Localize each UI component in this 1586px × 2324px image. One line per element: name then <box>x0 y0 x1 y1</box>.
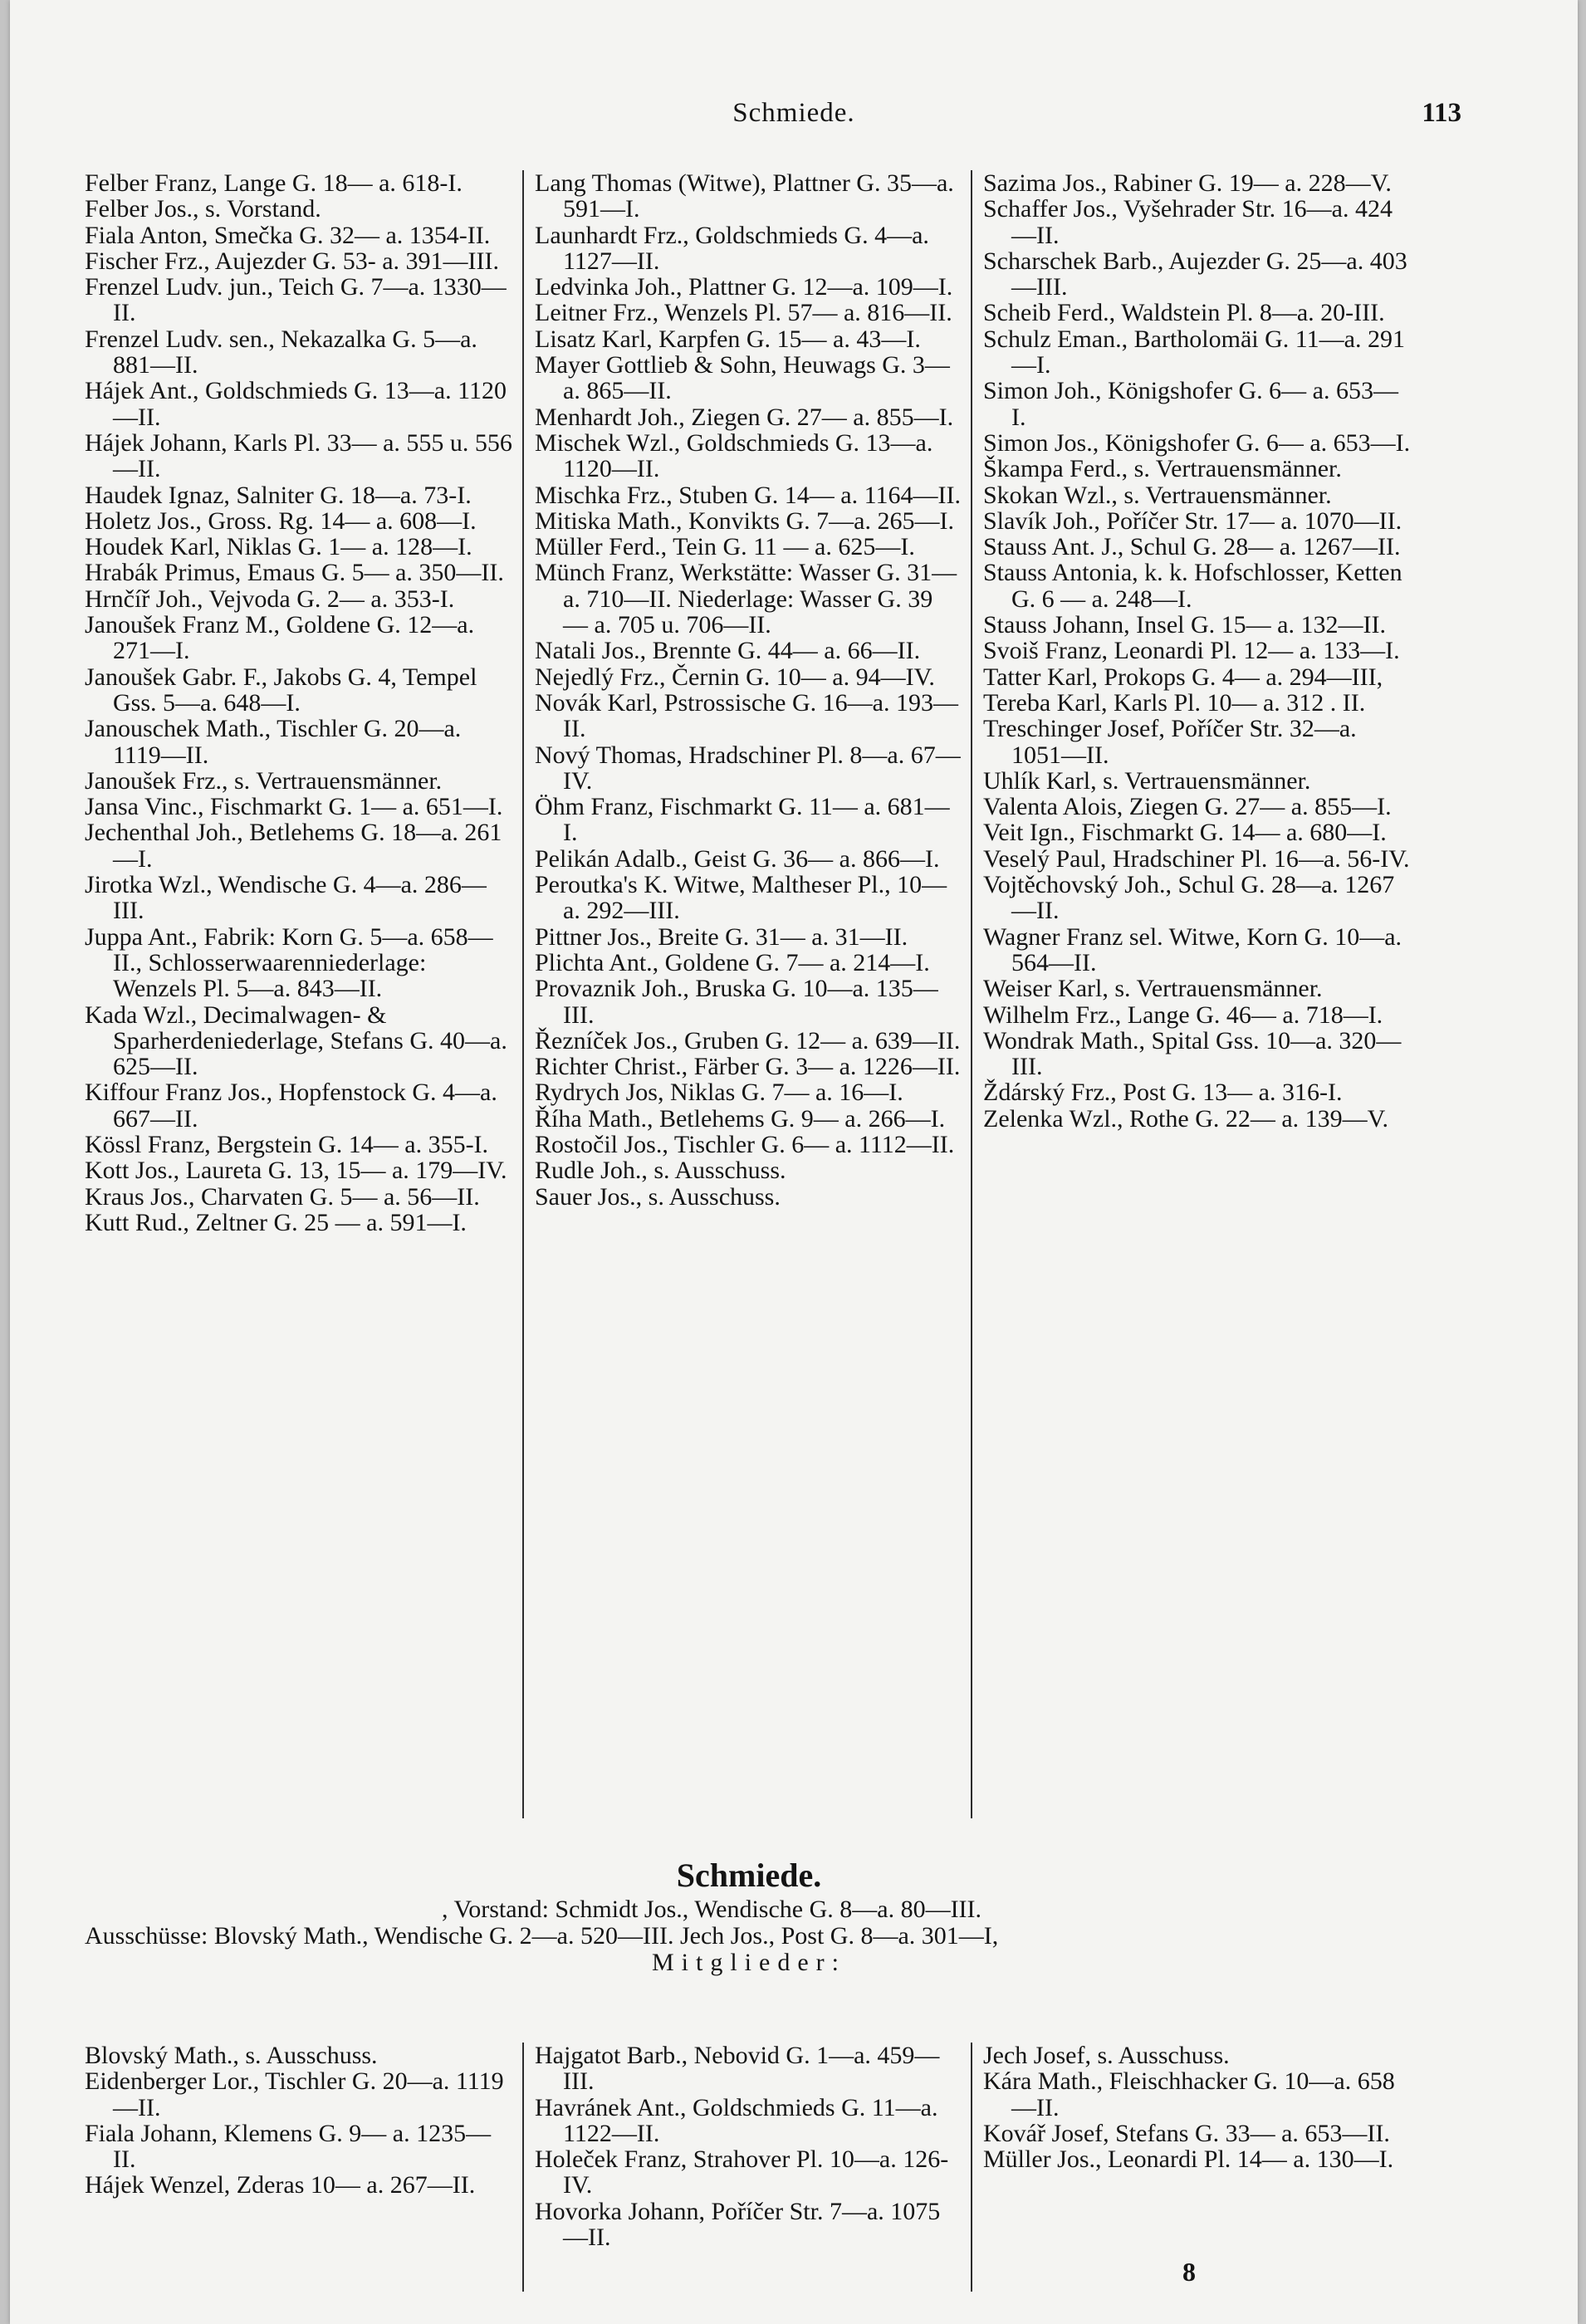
directory-entry: Rydrych Jos, Niklas G. 7— a. 16—I. <box>535 1079 903 1107</box>
directory-entry: Felber Franz, Lange G. 18— a. 618-I. <box>85 170 463 197</box>
directory-entry: Veselý Paul, Hradschiner Pl. 16—a. 56-IV. <box>983 844 1410 873</box>
directory-entry: Hájek Wenzel, Zderas 10— a. 267—II. <box>85 2171 476 2199</box>
directory-entry: Nový Thomas, Hradschiner Pl. 8—a. 67—IV. <box>535 741 961 795</box>
directory-entry: Jechenthal Joh., Betlehems G. 18—a. 261—I. <box>85 819 502 873</box>
directory-entry: Wagner Franz sel. Witwe, Korn G. 10—a. 564—II. <box>983 922 1402 976</box>
directory-entry: Eidenberger Lor., Tischler G. 20—a. 1119—II. <box>85 2067 504 2121</box>
directory-entry: Scharschek Barb., Aujezder G. 25—a. 403—III. <box>983 247 1407 301</box>
directory-entry: Blovský Math., s. Ausschuss. <box>85 2043 378 2069</box>
directory-entry: Pelikán Adalb., Geist G. 36— a. 866—I. <box>535 844 940 873</box>
directory-entry: Kovář Josef, Stefans G. 33— a. 653—II. <box>983 2119 1390 2147</box>
directory-entry: Juppa Ant., Fabrik: Korn G. 5—a. 658—II., Schlosserwaarenniederlage: Wenzels Pl. 5—a. 843—II. <box>85 922 493 1003</box>
directory-entry: Novák Karl, Pstrossische G. 16—a. 193—II. <box>535 688 958 743</box>
directory-entry: Skokan Wzl., s. Vertrauensmänner. <box>983 481 1332 509</box>
directory-entry: Hrnčíř Joh., Vejvoda G. 2— a. 353-I. <box>85 585 455 613</box>
directory-entry: Hájek Ant., Goldschmieds G. 13—a. 1120—II. <box>85 377 507 431</box>
directory-entry: Wondrak Math., Spital Gss. 10—a. 320—III. <box>983 1026 1402 1081</box>
directory-entry: Rostočil Jos., Tischler G. 6— a. 1112—II. <box>535 1130 955 1158</box>
page-header <box>10 98 1578 131</box>
directory-entry: Fischer Frz., Aujezder G. 53- a. 391—III. <box>85 247 500 275</box>
directory-entry: Öhm Franz, Fischmarkt G. 11— a. 681—I. <box>535 793 950 847</box>
lower-column-3 <box>983 2043 1411 2292</box>
section-title: Schmiede. <box>676 1857 822 1894</box>
vorstand-line: , Vorstand: Schmidt Jos., Wendische G. 8—a. 80—III. <box>442 1896 982 1923</box>
directory-entry: Frenzel Ludv. jun., Teich G. 7—a. 1330—II. <box>85 273 507 327</box>
directory-entry: Janoušek Gabr. F., Jakobs G. 4, Tempel Gss. 5—a. 648—I. <box>85 663 477 717</box>
directory-entry: Veit Ign., Fischmarkt G. 14— a. 680—I. <box>983 819 1387 847</box>
mitglieder-label: Mitglieder: <box>652 1949 846 1976</box>
directory-entry: Janoušek Frz., s. Vertrauensmänner. <box>85 766 443 795</box>
directory-entry: Kössl Franz, Bergstein G. 14— a. 355-I. <box>85 1130 489 1158</box>
directory-entry: Pittner Jos., Breite G. 31— a. 31—II. <box>535 922 908 951</box>
directory-entry: Zelenka Wzl., Rothe G. 22— a. 139—V. <box>983 1104 1388 1133</box>
directory-entry: Kutt Rud., Zeltner G. 25 — a. 591—I. <box>85 1208 467 1236</box>
directory-entry: Stauss Johann, Insel G. 15— a. 132—II. <box>983 611 1386 639</box>
column-divider <box>971 170 972 1818</box>
directory-entry: Škampa Ferd., s. Vertrauensmänner. <box>983 455 1342 483</box>
directory-entry: Sazima Jos., Rabiner G. 19— a. 228—V. <box>983 170 1392 197</box>
directory-entry: Mischka Frz., Stuben G. 14— a. 1164—II. <box>535 481 961 509</box>
schmiede-section-header <box>85 1856 1413 1976</box>
directory-entry: Jansa Vinc., Fischmarkt G. 1— a. 651—I. <box>85 793 503 821</box>
directory-entry: Řezníček Jos., Gruben G. 12— a. 639—II. <box>535 1026 961 1054</box>
lower-column-1 <box>85 2043 512 2292</box>
directory-entry: Hrabák Primus, Emaus G. 5— a. 350—II. <box>85 559 504 587</box>
directory-entry: Lang Thomas (Witwe), Plattner G. 35—a. 591—I. <box>535 170 954 223</box>
directory-entry: Hovorka Johann, Poříčer Str. 7—a. 1075—II. <box>535 2197 941 2252</box>
directory-entry: Provaznik Joh., Bruska G. 10—a. 135—III. <box>535 975 938 1029</box>
directory-entry: Ždárský Frz., Post G. 13— a. 316-I. <box>983 1079 1343 1107</box>
directory-entry: Simon Jos., Königshofer G. 6— a. 653—I. <box>983 428 1411 457</box>
directory-entry: Fiala Anton, Smečka G. 32— a. 1354-II. <box>85 221 491 249</box>
directory-entry: Holetz Jos., Gross. Rg. 14— a. 608—I. <box>85 506 477 535</box>
directory-entry: Kára Math., Fleischhacker G. 10—a. 658—II. <box>983 2067 1395 2121</box>
directory-entry: Holeček Franz, Strahover Pl. 10—a. 126-IV. <box>535 2145 949 2199</box>
directory-entry: Janoušek Franz M., Goldene G. 12—a. 271—I. <box>85 611 475 665</box>
directory-entry: Říha Math., Betlehems G. 9— a. 266—I. <box>535 1104 946 1133</box>
column-divider <box>522 2043 524 2292</box>
upper-column-2 <box>535 170 962 1827</box>
directory-entry: Vojtěchovský Joh., Schul G. 28—a. 1267—II. <box>983 871 1395 925</box>
directory-entry: Plichta Ant., Goldene G. 7— a. 214—I. <box>535 948 930 976</box>
directory-page <box>10 0 1578 2324</box>
directory-entry: Felber Jos., s. Vorstand. <box>85 195 321 223</box>
directory-entry: Lisatz Karl, Karpfen G. 15— a. 43—I. <box>535 325 921 353</box>
directory-entry: Jech Josef, s. Ausschuss. <box>983 2043 1230 2069</box>
directory-entry: Hájek Johann, Karls Pl. 33— a. 555 u. 556—II. <box>85 428 512 483</box>
directory-entry: Weiser Karl, s. Vertrauensmänner. <box>983 975 1323 1003</box>
directory-entry: Stauss Ant. J., Schul G. 28— a. 1267—II. <box>983 533 1401 561</box>
running-title: Schmiede. <box>732 98 855 128</box>
directory-entry: Kada Wzl., Decimalwagen- & Sparherdeniederlage, Stefans G. 40—a. 625—II. <box>85 1001 507 1081</box>
page-number: 113 <box>1422 98 1461 128</box>
directory-entry: Svoiš Franz, Leonardi Pl. 12— a. 133—I. <box>983 637 1400 665</box>
directory-entry: Schulz Eman., Bartholomäi G. 11—a. 291—I. <box>983 325 1405 379</box>
directory-entry: Kraus Jos., Charvaten G. 5— a. 56—II. <box>85 1182 480 1211</box>
ausschuesse-line: Ausschüsse: Blovský Math., Wendische G. 2—a. 520—III. Jech Jos., Post G. 8—a. 301—I, <box>85 1922 999 1950</box>
directory-entry: Kott Jos., Laureta G. 13, 15— a. 179—IV. <box>85 1157 507 1185</box>
directory-entry: Hajgatot Barb., Nebovid G. 1—a. 459—III. <box>535 2043 940 2096</box>
directory-entry: Müller Jos., Leonardi Pl. 14— a. 130—I. <box>983 2145 1394 2174</box>
column-divider <box>522 170 524 1818</box>
directory-entry: Tereba Karl, Karls Pl. 10— a. 312 . II. <box>983 688 1366 717</box>
directory-entry: Havránek Ant., Goldschmieds G. 11—a. 1122—II. <box>535 2093 938 2147</box>
lower-column-2 <box>535 2043 962 2292</box>
directory-entry: Mischek Wzl., Goldschmieds G. 13—a. 1120—II. <box>535 428 933 483</box>
directory-entry: Münch Franz, Werkstätte: Wasser G. 31—a. 710—II. Niederlage: Wasser G. 39 — a. 705 u. 706—II. <box>535 559 957 639</box>
directory-entry: Mayer Gottlieb & Sohn, Heuwags G. 3—a. 865—II. <box>535 351 950 405</box>
directory-entry: Müller Ferd., Tein G. 11 — a. 625—I. <box>535 533 915 561</box>
upper-column-3 <box>983 170 1411 1827</box>
directory-entry: Jirotka Wzl., Wendische G. 4—a. 286—III. <box>85 871 487 925</box>
directory-entry: Janouschek Math., Tischler G. 20—a. 1119—II. <box>85 715 462 769</box>
directory-entry: Richter Christ., Färber G. 3— a. 1226—II. <box>535 1053 961 1081</box>
directory-entry: Nejedlý Frz., Černin G. 10— a. 94—IV. <box>535 663 935 691</box>
upper-column-1 <box>85 170 512 1827</box>
directory-entry: Simon Joh., Königshofer G. 6— a. 653—I. <box>983 377 1398 431</box>
directory-entry: Treschinger Josef, Poříčer Str. 32—a. 1051—II. <box>983 715 1357 769</box>
signature-mark: 8 <box>1182 2257 1196 2287</box>
directory-entry: Natali Jos., Brennte G. 44— a. 66—II. <box>535 637 921 665</box>
column-divider <box>971 2043 972 2292</box>
directory-entry: Frenzel Ludv. sen., Nekazalka G. 5—a. 881—II. <box>85 325 477 379</box>
directory-entry: Kiffour Franz Jos., Hopfenstock G. 4—a. 667—II. <box>85 1079 497 1133</box>
directory-entry: Houdek Karl, Niklas G. 1— a. 128—I. <box>85 533 472 561</box>
directory-entry: Sauer Jos., s. Ausschuss. <box>535 1182 781 1211</box>
directory-entry: Launhardt Frz., Goldschmieds G. 4—a. 1127—II. <box>535 221 929 275</box>
directory-entry: Scheib Ferd., Waldstein Pl. 8—a. 20-III. <box>983 299 1385 327</box>
directory-entry: Ledvinka Joh., Plattner G. 12—a. 109—I. <box>535 273 953 301</box>
directory-entry: Slavík Joh., Poříčer Str. 17— a. 1070—II. <box>983 506 1402 535</box>
directory-entry: Wilhelm Frz., Lange G. 46— a. 718—I. <box>983 1001 1383 1029</box>
directory-entry: Menhardt Joh., Ziegen G. 27— a. 855—I. <box>535 403 954 431</box>
directory-entry: Fiala Johann, Klemens G. 9— a. 1235—II. <box>85 2119 492 2174</box>
directory-entry: Rudle Joh., s. Ausschuss. <box>535 1157 786 1185</box>
directory-entry: Valenta Alois, Ziegen G. 27— a. 855—I. <box>983 793 1392 821</box>
directory-entry: Tatter Karl, Prokops G. 4— a. 294—III, <box>983 663 1383 691</box>
directory-entry: Peroutka's K. Witwe, Maltheser Pl., 10—a. 292—III. <box>535 871 947 925</box>
directory-entry: Haudek Ignaz, Salniter G. 18—a. 73-I. <box>85 481 472 509</box>
directory-entry: Leitner Frz., Wenzels Pl. 57— a. 816—II. <box>535 299 952 327</box>
directory-entry: Schaffer Jos., Vyšehrader Str. 16—a. 424—II. <box>983 195 1393 249</box>
directory-entry: Uhlík Karl, s. Vertrauensmänner. <box>983 766 1311 795</box>
directory-entry: Stauss Antonia, k. k. Hofschlosser, Ketten G. 6 — a. 248—I. <box>983 559 1402 613</box>
directory-entry: Mitiska Math., Konvikts G. 7—a. 265—I. <box>535 506 954 535</box>
